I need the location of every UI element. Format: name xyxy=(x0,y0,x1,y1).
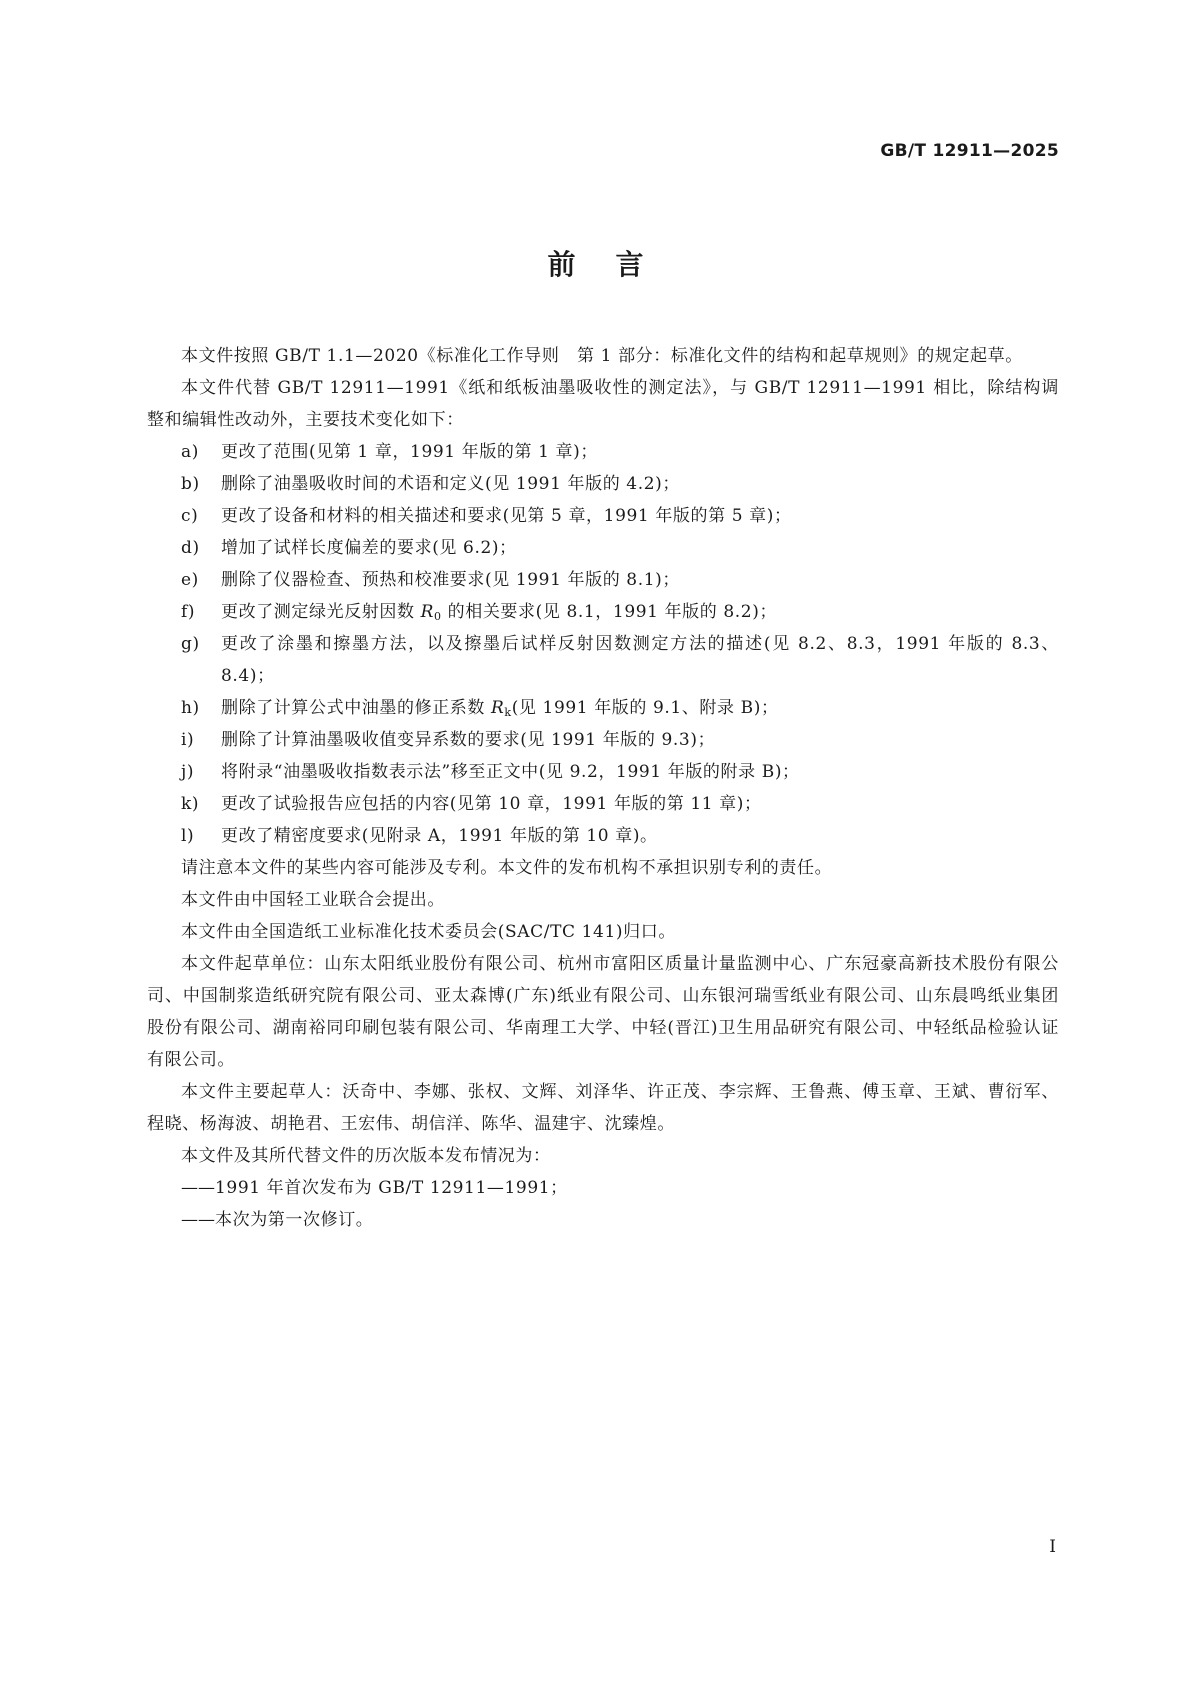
change-text: 更改了设备和材料的相关描述和要求(见第 5 章，1991 年版的第 5 章)； xyxy=(221,506,792,526)
drafters: 本文件主要起草人：沃奇中、李娜、张权、文辉、刘泽华、许正茂、李宗辉、王鲁燕、傅玉章、王斌、曹衍军、程晓、杨海波、胡艳君、王宏伟、胡信洋、陈华、温建宇、沈臻煌。 xyxy=(147,1082,1059,1134)
change-text: 删除了计算油墨吸收值变异系数的要求(见 1991 年版的 9.3)； xyxy=(221,730,716,750)
patent-notice: 请注意本文件的某些内容可能涉及专利。本文件的发布机构不承担识别专利的责任。 xyxy=(181,858,833,878)
change-item xyxy=(147,532,1059,564)
paragraph-replacement: 本文件代替 GB/T 12911—1991《纸和纸板油墨吸收性的测定法》，与 GB/T 12911—1991 相比，除结构调整和编辑性改动外，主要技术变化如下： xyxy=(147,378,1059,430)
page-number: I xyxy=(1049,1537,1056,1557)
page-title: 前言 xyxy=(547,248,684,281)
reflectance-symbol: R xyxy=(420,602,435,622)
change-item xyxy=(147,692,1059,724)
standard-number: GB/T 12911—2025 xyxy=(880,141,1059,161)
change-item xyxy=(147,500,1059,532)
change-text: 更改了精密度要求(见附录 A，1991 年版的第 10 章)。 xyxy=(221,826,658,846)
change-marker: b) xyxy=(181,474,200,494)
change-item xyxy=(147,724,1059,756)
change-marker: c) xyxy=(181,506,199,526)
change-marker: g) xyxy=(181,634,200,654)
paragraph-drafting-rules: 本文件按照 GB/T 1.1—2020《标准化工作导则 第 1 部分：标准化文件的结构和起草规则》的规定起草。 xyxy=(181,346,1023,366)
change-text: 增加了试样长度偏差的要求(见 6.2)； xyxy=(221,538,517,558)
history-text: 1991 年首次发布为 GB/T 12911—1991； xyxy=(215,1178,568,1198)
symbol-subscript: k xyxy=(504,706,512,719)
change-marker: e) xyxy=(181,570,199,590)
change-item xyxy=(147,628,1059,692)
change-marker: l) xyxy=(181,826,195,846)
change-text-after: 的相关要求(见 8.1，1991 年版的 8.2)； xyxy=(441,602,778,622)
change-text: 将附录“油墨吸收指数表示法”移至正文中(见 9.2，1991 年版的附录 B)； xyxy=(221,762,800,782)
change-marker: h) xyxy=(181,698,200,718)
history-dash: —— xyxy=(181,1210,215,1230)
history-item xyxy=(147,1204,1059,1236)
change-text-before: 更改了测定绿光反射因数 xyxy=(221,602,421,622)
change-marker: f) xyxy=(181,602,196,622)
change-item xyxy=(147,820,1059,852)
change-text: 更改了涂墨和擦墨方法，以及擦墨后试样反射因数测定方法的描述(见 8.2、8.3，1991 年版的 8.3、8.4)； xyxy=(221,634,1059,686)
change-text: 更改了范围(见第 1 章，1991 年版的第 1 章)； xyxy=(221,442,598,462)
change-text-before: 删除了计算公式中油墨的修正系数 xyxy=(221,698,492,718)
foreword-body xyxy=(147,340,1059,1236)
change-item xyxy=(147,468,1059,500)
change-marker: d) xyxy=(181,538,200,558)
history-dash: —— xyxy=(181,1178,215,1198)
change-marker: j) xyxy=(181,762,195,782)
change-item xyxy=(147,596,1059,628)
centralized-statement: 本文件由全国造纸工业标准化技术委员会(SAC/TC 141)归口。 xyxy=(181,922,676,942)
change-text: 删除了仪器检查、预热和校准要求(见 1991 年版的 8.1)； xyxy=(221,570,680,590)
change-text: 更改了试验报告应包括的内容(见第 10 章，1991 年版的第 11 章)； xyxy=(221,794,762,814)
change-item xyxy=(147,564,1059,596)
change-text xyxy=(221,596,1059,628)
change-text: 删除了油墨吸收时间的术语和定义(见 1991 年版的 4.2)； xyxy=(221,474,680,494)
change-marker: a) xyxy=(181,442,199,462)
correction-factor-symbol: R xyxy=(491,698,505,718)
change-text-after: (见 1991 年版的 9.1、附录 B)； xyxy=(511,698,779,718)
change-item xyxy=(147,756,1059,788)
change-marker: k) xyxy=(181,794,200,814)
drafting-units: 本文件起草单位：山东太阳纸业股份有限公司、杭州市富阳区质量计量监测中心、广东冠豪高新技术股份有限公司、中国制浆造纸研究院有限公司、亚太森博(广东)纸业有限公司、山东银河瑞雪纸业有限公司、山东晨鸣纸业集团股份有限公司、湖南裕同印刷包装有限公司、华南理工大学、中轻(晋江)卫生用品研究有限公司、中轻纸品检验认证有限公司。 xyxy=(147,954,1059,1070)
change-item xyxy=(147,436,1059,468)
change-marker: i) xyxy=(181,730,195,750)
history-intro: 本文件及其所代替文件的历次版本发布情况为： xyxy=(181,1146,551,1166)
symbol-subscript: 0 xyxy=(434,610,442,623)
proposer-statement: 本文件由中国轻工业联合会提出。 xyxy=(181,890,445,910)
history-text: 本次为第一次修订。 xyxy=(215,1210,374,1230)
change-item xyxy=(147,788,1059,820)
history-item xyxy=(147,1172,1059,1204)
change-text xyxy=(221,692,1059,724)
